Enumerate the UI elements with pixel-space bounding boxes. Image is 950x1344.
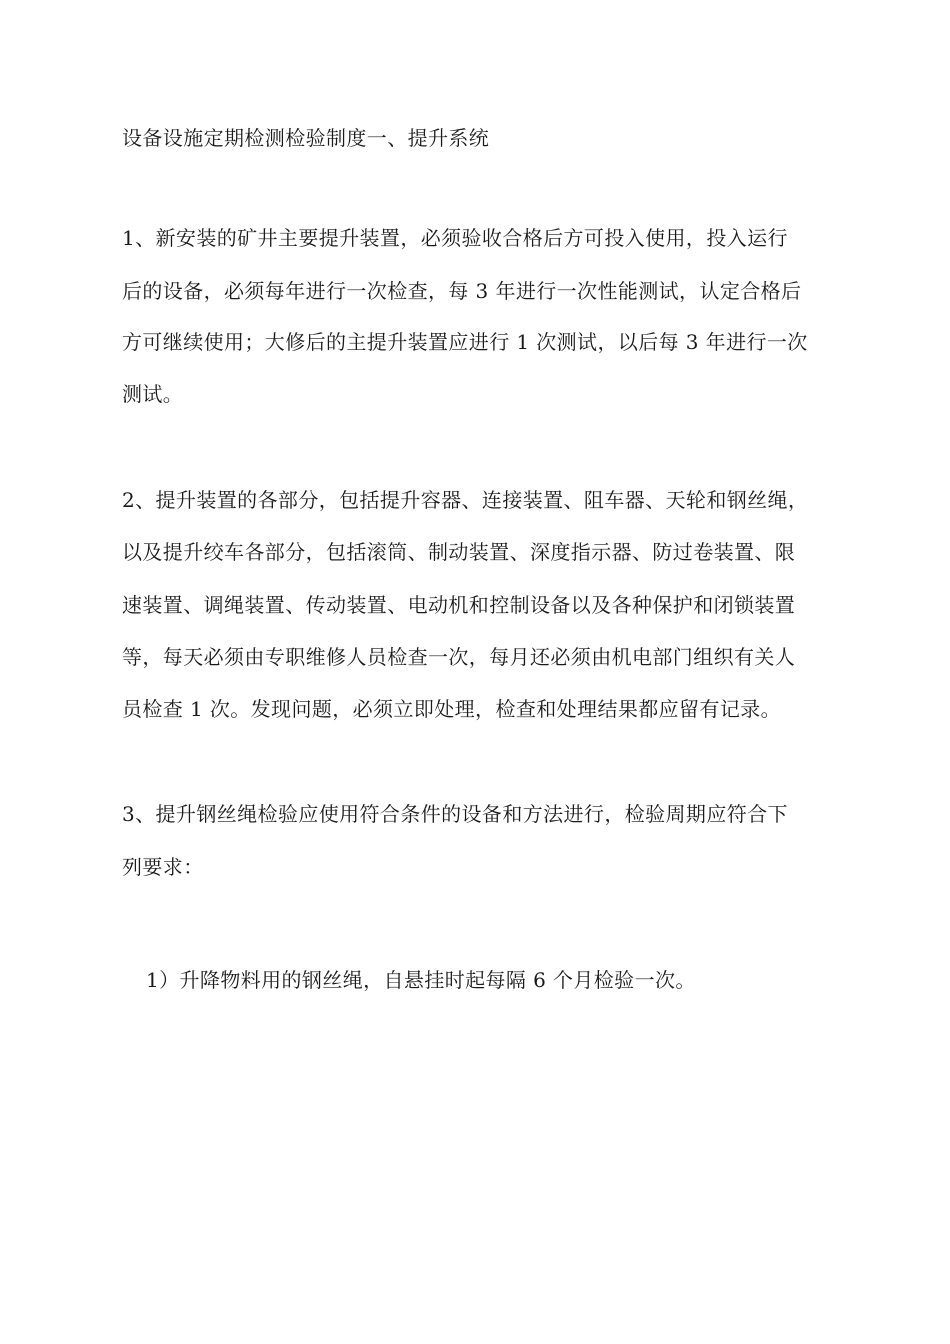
paragraph-line: 速装置、调绳装置、传动装置、电动机和控制设备以及各种保护和闭锁装置 — [122, 593, 796, 617]
paragraph-line: 2、提升装置的各部分，包括提升容器、连接装置、阻车器、天轮和钢丝绳， — [122, 488, 809, 512]
paragraph-line: 方可继续使用；大修后的主提升装置应进行 1 次测试，以后每 3 年进行一次 — [122, 330, 808, 354]
paragraph-line: 以及提升绞车各部分，包括滚筒、制动装置、深度指示器、防过卷装置、限 — [122, 540, 796, 564]
paragraph-line: 3、提升钢丝绳检验应使用符合条件的设备和方法进行，检验周期应符合下 — [122, 802, 788, 826]
paragraph-line: 列要求： — [122, 855, 204, 879]
list-item: 1）升降物料用的钢丝绳，自悬挂时起每隔 6 个月检验一次。 — [146, 968, 696, 992]
paragraph-line: 1、新安装的矿井主要提升装置，必须验收合格后方可投入使用，投入运行 — [122, 226, 788, 250]
paragraph-line: 员检查 1 次。发现问题，必须立即处理，检查和处理结果都应留有记录。 — [122, 697, 782, 721]
paragraph-line: 测试。 — [122, 382, 184, 406]
paragraph-line: 等，每天必须由专职维修人员检查一次，每月还必须由机电部门组织有关人 — [122, 645, 796, 669]
document-title: 设备设施定期检测检验制度一、提升系统 — [122, 126, 490, 150]
paragraph-line: 后的设备，必须每年进行一次检查，每 3 年进行一次性能测试，认定合格后 — [122, 279, 802, 303]
